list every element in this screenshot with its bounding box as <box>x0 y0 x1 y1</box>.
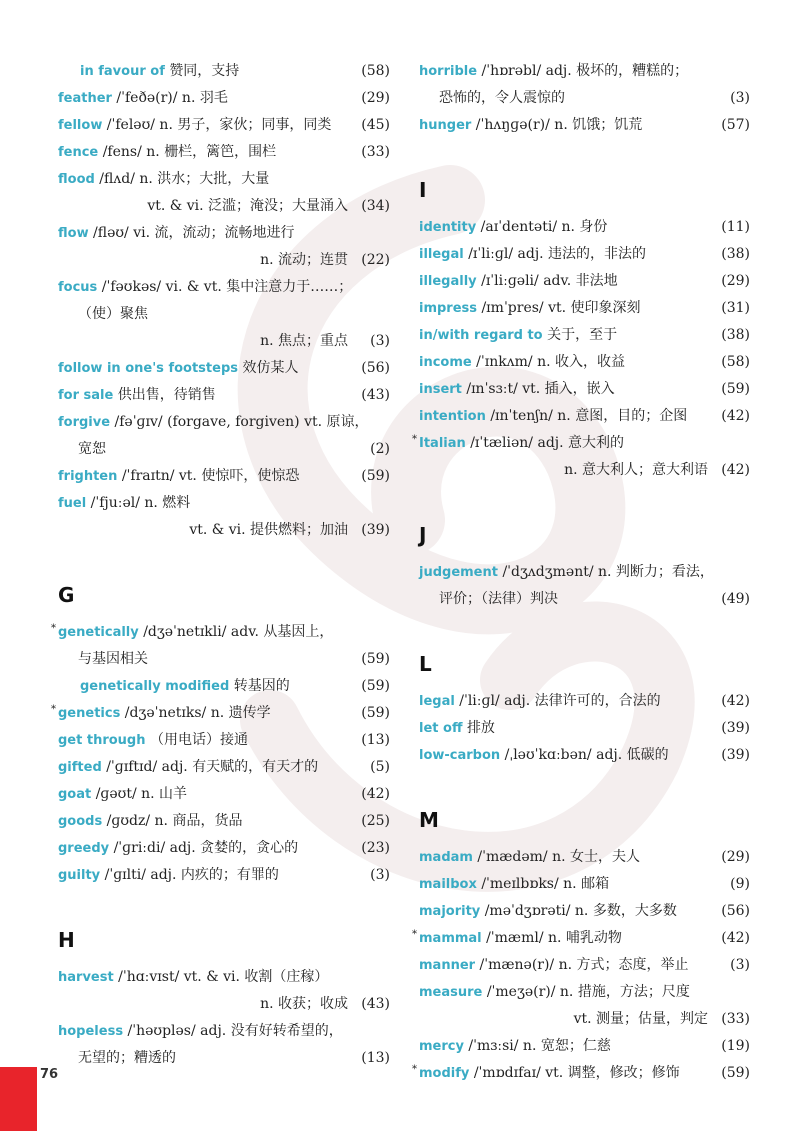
glossary-entry-continuation <box>58 517 390 544</box>
definition-text: 恐怖的，令人震惊的 <box>439 90 565 106</box>
headword: modify <box>419 1066 470 1081</box>
section-spacer <box>58 954 390 964</box>
unit-page-reference: (39) <box>721 720 750 736</box>
unit-page-reference: (39) <box>361 522 390 538</box>
glossary-entry <box>58 727 390 754</box>
glossary-entry <box>419 715 750 742</box>
definition-text: 转基因的 <box>233 678 290 694</box>
definition-text: 关于，至于 <box>547 327 618 343</box>
glossary-entry <box>419 559 750 586</box>
glossary-entry <box>419 58 750 85</box>
definition-text: 宽恕 <box>78 441 106 457</box>
definition-text: 效仿某人 <box>242 360 299 376</box>
glossary-entry <box>419 979 750 1006</box>
definition-text: 无望的；糟透的 <box>78 1050 176 1066</box>
definition-text: 与基因相关 <box>78 651 148 667</box>
definition-text: n. 收获；收成 <box>260 996 348 1012</box>
glossary-entry <box>58 139 390 166</box>
glossary-entry <box>58 220 390 247</box>
glossary-entry-continuation <box>58 646 390 673</box>
headword: let off <box>419 721 463 736</box>
unit-page-reference: (49) <box>721 591 750 607</box>
definition-text: /ˈmædəm/ n. 女士，夫人 <box>477 849 641 865</box>
headword: judgement <box>419 565 498 580</box>
headword: illegal <box>419 247 464 262</box>
glossary-entry <box>419 376 750 403</box>
glossary-entry <box>419 742 750 769</box>
headword: goods <box>58 814 103 829</box>
unit-page-reference: (38) <box>721 327 750 343</box>
definition-text: vt. & vi. 泛滥；淹没；大量涌入 <box>147 198 348 214</box>
definition-text: （使）聚焦 <box>78 306 148 322</box>
definition-text: /ɡʊdz/ n. 商品，货品 <box>106 813 243 829</box>
unit-page-reference: (59) <box>721 1065 750 1081</box>
headword: feather <box>58 91 112 106</box>
definition-text: 赞同，支持 <box>169 63 240 79</box>
glossary-entry <box>419 898 750 925</box>
definition-text: /ˈhɑːvɪst/ vt. & vi. 收割（庄稼） <box>118 969 329 985</box>
unit-page-reference: (34) <box>361 198 390 214</box>
glossary-entry <box>412 430 750 457</box>
unit-page-reference: (3) <box>730 957 750 973</box>
headword: intention <box>419 409 486 424</box>
definition-text: /ˈmeɪlbɒks/ n. 邮箱 <box>481 876 610 892</box>
glossary-entry <box>58 835 390 862</box>
unit-page-reference: (59) <box>361 705 390 721</box>
section-letter-heading: M <box>419 808 439 832</box>
headword: follow in one's footsteps <box>58 361 238 376</box>
definition-text: /ˈfeðə(r)/ n. 羽毛 <box>116 90 228 106</box>
unit-page-reference: (19) <box>721 1038 750 1054</box>
unit-page-reference: (59) <box>361 468 390 484</box>
section-spacer <box>419 769 750 807</box>
headword: low-carbon <box>419 748 501 763</box>
unit-page-reference: (58) <box>721 354 750 370</box>
glossary-entry-continuation <box>58 1045 390 1072</box>
headword: mailbox <box>419 877 477 892</box>
headword: manner <box>419 958 476 973</box>
headword: in/with regard to <box>419 328 543 343</box>
section-spacer <box>419 678 750 688</box>
glossary-entry-continuation <box>58 247 390 274</box>
section-spacer <box>419 834 750 844</box>
headword: fellow <box>58 118 103 133</box>
definition-text: /ɪˈliːɡl/ adj. 违法的，非法的 <box>468 246 647 262</box>
unit-page-reference: (59) <box>361 678 390 694</box>
section-spacer <box>419 204 750 214</box>
definition-text: /ˌləʊˈkɑːbən/ adj. 低碳的 <box>504 747 669 763</box>
unit-page-reference: (3) <box>370 867 390 883</box>
unit-page-reference: (29) <box>721 273 750 289</box>
headword: guilty <box>58 868 101 883</box>
unit-page-reference: (43) <box>361 387 390 403</box>
glossary-entry <box>58 490 390 517</box>
headword: genetically modified <box>80 679 230 694</box>
section-spacer <box>419 139 750 177</box>
unit-page-reference: (43) <box>361 996 390 1012</box>
headword: forgive <box>58 415 111 430</box>
definition-text: /ɪˈtæliən/ adj. 意大利的 <box>470 435 625 451</box>
definition-text: /ˈliːɡl/ adj. 法律许可的，合法的 <box>459 693 661 709</box>
glossary-entry <box>51 700 390 727</box>
headword: madam <box>419 850 473 865</box>
glossary-entry <box>51 619 390 646</box>
unit-page-reference: (3) <box>370 333 390 349</box>
glossary-entry <box>58 673 390 700</box>
glossary-entry <box>58 112 390 139</box>
headword: in favour of <box>80 64 165 79</box>
definition-text: /ˈmɒdɪfaɪ/ vt. 调整，修改；修饰 <box>473 1065 680 1081</box>
definition-text: n. 焦点；重点 <box>260 333 348 349</box>
headword: insert <box>419 382 462 397</box>
definition-text: /ɪmˈpres/ vt. 使印象深刻 <box>481 300 641 316</box>
headword: flow <box>58 226 89 241</box>
glossary-entry <box>58 85 390 112</box>
glossary-entry <box>419 295 750 322</box>
definition-text: /ɡəʊt/ n. 山羊 <box>95 786 188 802</box>
headword: get through <box>58 733 146 748</box>
glossary-entry <box>58 274 390 301</box>
definition-text: /dʒəˈnetɪks/ n. 遗传学 <box>124 705 271 721</box>
glossary-entry <box>419 349 750 376</box>
glossary-entry-continuation <box>419 586 750 613</box>
headword: hunger <box>419 118 472 133</box>
definition-text: /flʌd/ n. 洪水；大批，大量 <box>99 171 270 187</box>
headword: flood <box>58 172 95 187</box>
glossary-entry <box>419 268 750 295</box>
glossary-entry <box>419 112 750 139</box>
definition-text: /dʒəˈnetɪkli/ adv. 从基因上， <box>143 624 334 640</box>
definition-text: /ɪˈliːɡəli/ adv. 非法地 <box>481 273 618 289</box>
definition-text: /ɪnˈsɜːt/ vt. 插入，嵌入 <box>466 381 615 397</box>
glossary-entry <box>419 214 750 241</box>
definition-text: /ˈfraɪtn/ vt. 使惊吓，使惊恐 <box>121 468 300 484</box>
glossary-entry <box>419 241 750 268</box>
unit-page-reference: (29) <box>721 849 750 865</box>
glossary-entry <box>419 952 750 979</box>
unit-page-reference: (13) <box>361 1050 390 1066</box>
section-spacer <box>419 613 750 651</box>
glossary-entry-continuation <box>58 991 390 1018</box>
definition-text: /ˈmæml/ n. 哺乳动物 <box>486 930 622 946</box>
glossary-entry <box>58 409 390 436</box>
definition-text: /ˈmeʒə(r)/ n. 措施，方法；尺度 <box>486 984 690 1000</box>
page-number: 76 <box>40 1067 59 1082</box>
unit-page-reference: (59) <box>721 381 750 397</box>
definition-text: /ˈdʒʌdʒmənt/ n. 判断力；看法， <box>502 564 714 580</box>
headword: measure <box>419 985 483 1000</box>
headword: goat <box>58 787 92 802</box>
unit-page-reference: (42) <box>721 408 750 424</box>
headword: genetically <box>58 625 139 640</box>
headword: horrible <box>419 64 478 79</box>
glossary-entry-continuation <box>419 1006 750 1033</box>
definition-text: /məˈdʒɒrəti/ n. 多数，大多数 <box>484 903 677 919</box>
definition-text: /fəˈɡɪv/ (forgave, forgiven) vt. 原谅， <box>114 414 369 430</box>
definition-text: /ˈmænə(r)/ n. 方式；态度，举止 <box>479 957 689 973</box>
definition-text: /ɪnˈtenʃn/ n. 意图，目的；企图 <box>490 408 688 424</box>
definition-text: 供出售，待销售 <box>117 387 216 403</box>
headword: genetics <box>58 706 121 721</box>
glossary-entry-continuation <box>58 436 390 463</box>
unit-page-reference: (29) <box>361 90 390 106</box>
new-word-marker-icon: * <box>51 623 56 634</box>
definition-text: /ˈhʌŋɡə(r)/ n. 饥饿；饥荒 <box>475 117 643 133</box>
definition-text: n. 流动；连贯 <box>260 252 348 268</box>
glossary-left-column <box>51 58 390 1072</box>
unit-page-reference: (42) <box>361 786 390 802</box>
section-letter-heading: H <box>58 928 75 952</box>
glossary-entry <box>419 871 750 898</box>
unit-page-reference: (31) <box>721 300 750 316</box>
section-letter-heading: J <box>419 523 427 547</box>
glossary-entry <box>419 403 750 430</box>
glossary-entry <box>419 844 750 871</box>
glossary-entry <box>412 1060 750 1087</box>
glossary-entry <box>58 781 390 808</box>
new-word-marker-icon: * <box>51 704 56 715</box>
glossary-entry <box>412 925 750 952</box>
unit-page-reference: (25) <box>361 813 390 829</box>
headword: focus <box>58 280 98 295</box>
headword: gifted <box>58 760 102 775</box>
unit-page-reference: (23) <box>361 840 390 856</box>
definition-text: /fens/ n. 栅栏，篱笆，围栏 <box>102 144 277 160</box>
glossary-entry <box>58 382 390 409</box>
headword: income <box>419 355 472 370</box>
glossary-entry-continuation <box>419 85 750 112</box>
glossary-right-column <box>412 58 750 1087</box>
unit-page-reference: (42) <box>721 693 750 709</box>
definition-text: /ˈfəʊkəs/ vi. & vt. 集中注意力于……； <box>101 279 353 295</box>
definition-text: n. 意大利人；意大利语 <box>564 462 708 478</box>
glossary-entry <box>58 862 390 889</box>
glossary-entry-continuation <box>58 193 390 220</box>
unit-page-reference: (38) <box>721 246 750 262</box>
headword: mercy <box>419 1039 464 1054</box>
glossary-entry <box>58 463 390 490</box>
headword: fuel <box>58 496 87 511</box>
section-letter-heading: L <box>419 652 432 676</box>
headword: greedy <box>58 841 110 856</box>
definition-text: 排放 <box>466 720 495 736</box>
new-word-marker-icon: * <box>412 929 417 940</box>
glossary-entry <box>58 1018 390 1045</box>
definition-text: /aɪˈdentəti/ n. 身份 <box>480 219 608 235</box>
definition-text: /ˈɡɪlti/ adj. 内疚的；有罪的 <box>104 867 279 883</box>
glossary-entry <box>58 754 390 781</box>
definition-text: /ˈmɜːsi/ n. 宽恕；仁慈 <box>468 1038 611 1054</box>
unit-page-reference: (42) <box>721 930 750 946</box>
section-spacer <box>419 484 750 522</box>
unit-page-reference: (3) <box>730 90 750 106</box>
unit-page-reference: (45) <box>361 117 390 133</box>
glossary-entry-continuation <box>58 301 390 328</box>
definition-text: /ˈfeləʊ/ n. 男子，家伙；同事，同类 <box>106 117 332 133</box>
headword: impress <box>419 301 478 316</box>
section-spacer <box>58 609 390 619</box>
headword: legal <box>419 694 455 709</box>
unit-page-reference: (39) <box>721 747 750 763</box>
glossary-entry <box>419 322 750 349</box>
unit-page-reference: (33) <box>721 1011 750 1027</box>
glossary-entry-continuation <box>58 328 390 355</box>
glossary-entry <box>419 688 750 715</box>
definition-text: /ˈɡɪftɪd/ adj. 有天赋的，有天才的 <box>106 759 319 775</box>
glossary-entry-continuation <box>419 457 750 484</box>
unit-page-reference: (33) <box>361 144 390 160</box>
section-spacer <box>58 889 390 927</box>
new-word-marker-icon: * <box>412 1064 417 1075</box>
headword: majority <box>419 904 481 919</box>
definition-text: 评价；（法律）判决 <box>439 591 558 607</box>
page-corner-bar <box>0 1067 37 1131</box>
definition-text: vt. & vi. 提供燃料；加油 <box>189 522 348 538</box>
headword: harvest <box>58 970 114 985</box>
glossary-entry <box>58 355 390 382</box>
section-letter-heading: G <box>58 583 75 607</box>
glossary-entry <box>58 808 390 835</box>
definition-text: /ˈhɒrəbl/ adj. 极坏的，糟糕的； <box>481 63 689 79</box>
glossary-entry <box>58 58 390 85</box>
glossary-entry <box>58 964 390 991</box>
definition-text: /ˈɡriːdi/ adj. 贪婪的，贪心的 <box>113 840 299 856</box>
section-spacer <box>58 544 390 582</box>
unit-page-reference: (9) <box>730 876 750 892</box>
headword: Italian <box>419 436 466 451</box>
definition-text: /ˈhəʊpləs/ adj. 没有好转希望的， <box>127 1023 343 1039</box>
glossary-entry <box>419 1033 750 1060</box>
unit-page-reference: (13) <box>361 732 390 748</box>
definition-text: /ˈfjuːəl/ n. 燃料 <box>90 495 191 511</box>
section-letter-heading: I <box>419 178 427 202</box>
unit-page-reference: (22) <box>361 252 390 268</box>
unit-page-reference: (57) <box>721 117 750 133</box>
unit-page-reference: (56) <box>361 360 390 376</box>
headword: for sale <box>58 388 114 403</box>
definition-text: /ˈɪnkʌm/ n. 收入，收益 <box>476 354 625 370</box>
unit-page-reference: (56) <box>721 903 750 919</box>
unit-page-reference: (11) <box>721 219 750 235</box>
headword: illegally <box>419 274 477 289</box>
unit-page-reference: (2) <box>370 441 390 457</box>
headword: mammal <box>419 931 482 946</box>
definition-text: vt. 测量；估量，判定 <box>573 1011 708 1027</box>
definition-text: （用电话）接通 <box>149 732 248 748</box>
headword: frighten <box>58 469 118 484</box>
section-spacer <box>419 549 750 559</box>
unit-page-reference: (58) <box>361 63 390 79</box>
headword: fence <box>58 145 99 160</box>
unit-page-reference: (5) <box>370 759 390 775</box>
unit-page-reference: (42) <box>721 462 750 478</box>
headword: hopeless <box>58 1024 124 1039</box>
headword: identity <box>419 220 477 235</box>
glossary-entry <box>58 166 390 193</box>
unit-page-reference: (59) <box>361 651 390 667</box>
definition-text: /fləʊ/ vi. 流，流动；流畅地进行 <box>93 225 295 241</box>
new-word-marker-icon: * <box>412 434 417 445</box>
